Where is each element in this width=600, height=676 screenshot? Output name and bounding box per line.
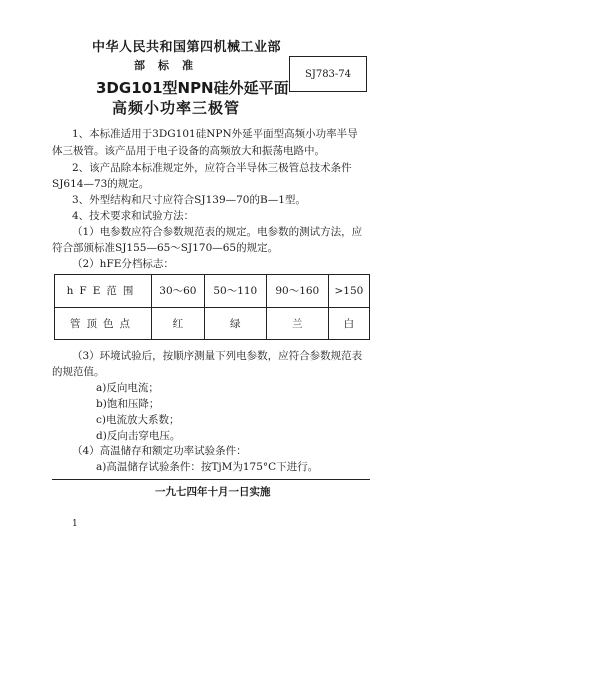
table-cell-range: 30～60 (152, 275, 205, 308)
clause-4-4: （4）高温储存和额定功率试验条件： (72, 445, 247, 457)
issuer-name: 中华人民共和国第四机械工业部 (92, 40, 282, 55)
clause-4-1-line2: 符合部颁标准SJ155—65～SJ170—65的规定。 (52, 242, 279, 254)
document-title-line1: 3DG101型NPN硅外延平面 (96, 79, 289, 97)
table-header-color-dot: 管顶色点 (55, 307, 152, 340)
table-header-hfe-range: hFE范围 (55, 275, 152, 308)
page-mark: 1 (72, 519, 78, 529)
clause-2-line2: SJ614—73的规定。 (52, 178, 150, 190)
standard-code-box (289, 56, 367, 92)
table-cell-color: 兰 (266, 307, 328, 340)
clause-4-4-a: a)高温储存试验条件：按TjM为175°C下进行。 (96, 461, 319, 473)
standard-type: 部标准 (134, 59, 206, 72)
list-item-a: a)反向电流； (96, 382, 159, 394)
hfe-grade-table (54, 274, 370, 340)
table-cell-range: 50～110 (204, 275, 266, 308)
table-cell-color: 白 (328, 307, 369, 340)
clause-3: 3、外型结构和尺寸应符合SJ139—70的B—1型。 (72, 194, 306, 206)
clause-2-line1: 2、该产品除本标准规定外，应符合半导体三极管总技术条件 (72, 162, 352, 174)
clause-4-1-line1: （1）电参数应符合参数规范表的规定。电参数的测试方法，应 (72, 226, 363, 238)
implementation-date: 一九七四年十月一日实施 (155, 486, 271, 498)
table-cell-color: 绿 (204, 307, 266, 340)
list-item-b: b)饱和压降； (96, 398, 160, 410)
table-cell-color: 红 (152, 307, 205, 340)
clause-4-2: （2）hFE分档标志： (72, 258, 174, 270)
clause-4-3-line1: （3）环境试验后，按顺序测量下列电参数，应符合参数规范表 (72, 350, 363, 362)
table-cell-range: >150 (328, 275, 369, 308)
clause-1-line1: 1、本标准适用于3DG101硅NPN外延平面型高频小功率半导 (72, 128, 358, 140)
list-item-c: c)电流放大系数； (96, 414, 180, 426)
list-item-d: d)反向击穿电压。 (96, 430, 181, 442)
table-cell-range: 90～160 (266, 275, 328, 308)
table-row (55, 275, 370, 308)
document-title-line2: 高频小功率三极管 (112, 99, 241, 117)
standard-code: SJ783-74 (304, 68, 352, 80)
clause-4-3-line2: 的规范值。 (52, 366, 105, 378)
clause-1-line2: 体三极管。该产品用于电子设备的高频放大和振荡电路中。 (52, 145, 325, 157)
clause-4: 4、技术要求和试验方法： (72, 210, 195, 222)
table-row (55, 307, 370, 340)
footer-divider (52, 479, 370, 480)
